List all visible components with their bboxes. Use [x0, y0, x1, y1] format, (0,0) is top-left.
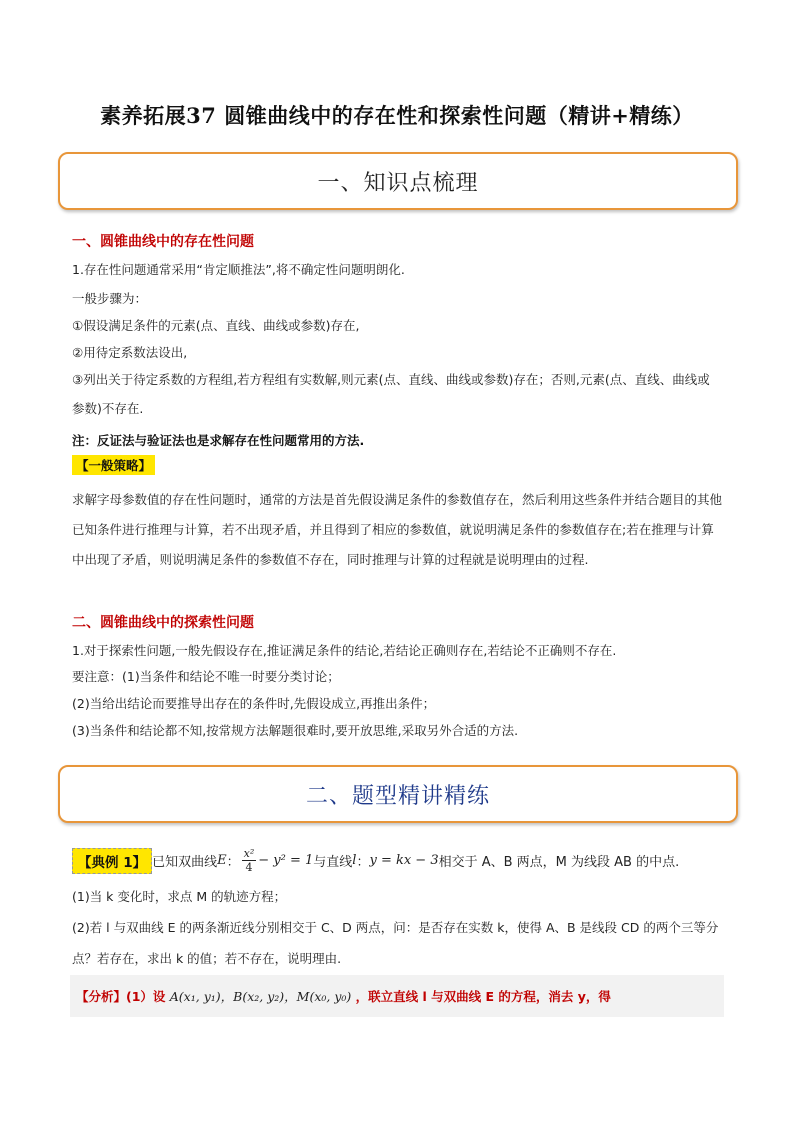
example-text: 与直线 — [313, 855, 353, 870]
example-statement — [72, 847, 732, 874]
paragraph: 一般步骤为： — [72, 291, 148, 306]
page-title: 素养拓展37 圆锥曲线中的存在性和探索性问题（精讲+精练） — [100, 103, 694, 128]
paragraph: (2)当给出结论而要推导出存在的条件时,先假设成立,再推出条件； — [72, 696, 436, 711]
fraction — [242, 847, 257, 874]
analysis-text — [70, 987, 611, 1005]
paragraph: 1.存在性问题通常采用“肯定顺推法”,将不确定性问题明朗化. — [72, 262, 405, 277]
example-text: ： — [226, 855, 240, 870]
math-equation: − y² = 1 — [258, 853, 314, 868]
example-text: ： — [356, 855, 370, 870]
analysis-rest: ，联立直线 l 与双曲线 E 的方程，消去 y，得 — [355, 989, 611, 1004]
fraction-denominator: 4 — [245, 861, 253, 874]
analysis-math: A(x₁, y₁)，B(x₂, y₂)，M(x₀, y₀) — [169, 989, 352, 1004]
question-part: (1)当 k 变化时，求点 M 的轨迹方程； — [72, 889, 287, 904]
paragraph: 要注意：(1)当条件和结论不唯一时要分类讨论； — [72, 669, 340, 684]
heading-exploration: 二、圆锥曲线中的探索性问题 — [72, 615, 254, 631]
example-tag: 【典例 1】 — [72, 848, 152, 874]
strategy-tag: 【一般策略】 — [72, 455, 155, 475]
example-text: 相交于 A、B 两点，M 为线段 AB 的中点. — [438, 855, 680, 870]
section-title: 二、题型精讲精练 — [305, 783, 490, 809]
paragraph: ③列出关于待定系数的方程组,若方程组有实数解,则元素(点、直线、曲线或参数)存在；否则,元素(点、直线、曲线或参数)不存在. — [72, 372, 710, 416]
fraction-numerator: x² — [243, 847, 255, 860]
analysis-label: 【分析】(1）设 — [76, 989, 166, 1004]
math-symbol: l — [352, 853, 357, 868]
question-part: (2)若 l 与双曲线 E 的两条渐近线分别相交于 C、D 两点，问：是否存在实数 k，使得 A、B 是线段 CD 的两个三等分点？若存在，求出 k 的值；若不存在，说明理由. — [72, 920, 719, 966]
analysis-box — [70, 975, 724, 1017]
math-symbol: E — [217, 853, 227, 868]
section-header-examples — [58, 765, 738, 823]
section-header-knowledge — [58, 152, 738, 210]
paragraph: 1.对于探索性问题,一般先假设存在,推证满足条件的结论,若结论正确则存在,若结论不正确则不存在. — [72, 643, 617, 658]
paragraph: ①假设满足条件的元素(点、直线、曲线或参数)存在, — [72, 318, 360, 333]
paragraph: (3)当条件和结论都不知,按常规方法解题很难时,要开放思维,采取另外合适的方法. — [72, 723, 519, 738]
section-title: 一、知识点梳理 — [317, 170, 479, 196]
strategy-paragraph: 求解字母参数值的存在性问题时，通常的方法是首先假设满足条件的参数值存在，然后利用这些条件并结合题目的其他已知条件进行推理与计算，若不出现矛盾，并且得到了相应的参数值，就说明满足条件的参数值存在;若在推理与计算中出现了矛盾，则说明满足条件的参数值不存在，同时推理与计算的过程就是说明理由的过程. — [72, 492, 723, 567]
heading-existence: 一、圆锥曲线中的存在性问题 — [72, 234, 254, 250]
example-text: 已知双曲线 — [152, 855, 218, 870]
math-equation: y = kx − 3 — [369, 853, 439, 868]
note: 注：反证法与验证法也是求解存在性问题常用的方法. — [72, 433, 365, 448]
paragraph: ②用待定系数法设出, — [72, 345, 188, 360]
